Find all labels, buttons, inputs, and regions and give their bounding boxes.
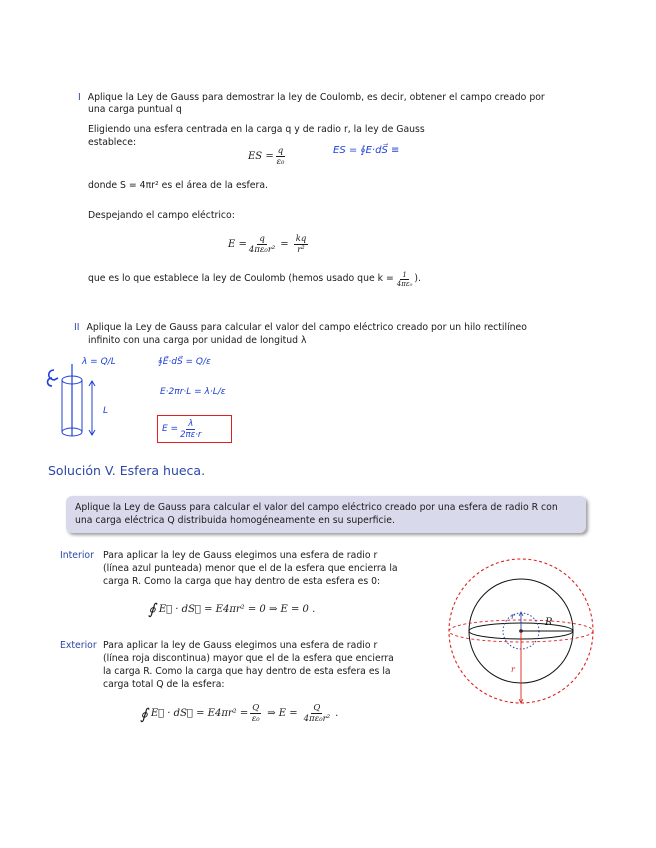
item1-statement	[78, 92, 545, 105]
section-title: Solución V. Esfera hueca.	[48, 463, 206, 478]
item2-statement-line1: Aplique la Ley de Gauss para calcular el valor del campo eléctrico creado por un hilo rectilíneo	[86, 322, 527, 333]
problem-line2: una carga eléctrica Q distribuida homogéneamente en su superficie.	[75, 514, 395, 526]
label-r-outer: r	[511, 665, 515, 674]
hw-result-box: E = $\frac{\lambda}{2\pi\varepsilon\cdot r}$	[157, 415, 232, 443]
item1-body-line1: Eligiendo una esfera centrada en la carga q y de radio r, la ley de Gauss	[88, 124, 425, 135]
label-r-inner: r	[511, 612, 515, 621]
hw-gauss-law: ∮E⃗·dS⃗ = Q/ε	[158, 357, 211, 367]
hw-gauss-step: E·2πr·L = λ·L/ε	[160, 387, 226, 397]
problem-line1: Aplique la Ley de Gauss para calcular el valor del campo eléctrico creado por una esfera de radio R con	[75, 502, 558, 513]
interior-line2: (línea azul punteada) menor que el de la esfera que encierra la	[103, 563, 398, 574]
equation-es: ES = $\frac{q}{\text{ε₀}}$	[248, 146, 285, 167]
item2-statement	[74, 322, 527, 335]
item1-statement-line1: Aplique la Ley de Gauss para demostrar la ley de Coulomb, es decir, obtener el campo creado por	[87, 92, 545, 103]
hw-lambda-def: λ = Q/L	[82, 357, 116, 367]
despejando-text: Despejando el campo eléctrico:	[88, 210, 235, 221]
item2-marker: II	[74, 322, 80, 333]
interior-label: Interior	[60, 550, 94, 561]
item2-statement-line2: infinito con una carga por unidad de longitud λ	[88, 335, 307, 346]
equation-coulomb: E = $\frac{q}{\text{4πε₀r²}}$ = $\frac{kq}{\text{r²}}$	[228, 234, 307, 255]
hw-wire-cylinder-sketch	[44, 356, 109, 438]
surface-definition: donde S = 4πr² es el área de la esfera.	[88, 180, 268, 191]
item1-body-line2: establece:	[88, 137, 137, 148]
hw-length-label: L	[103, 406, 109, 416]
handwritten-gauss-note: ES = ∮E·dS⃗ ≡	[333, 145, 400, 156]
exterior-line4: carga total Q de la esfera:	[103, 679, 225, 690]
exterior-line2: (línea roja discontinua) mayor que el de la esfera que encierra	[103, 653, 394, 664]
exterior-label: Exterior	[60, 640, 97, 651]
interior-line3: carga R. Como la carga que hay dentro de esta esfera es 0:	[103, 576, 381, 587]
exterior-line1: Para aplicar la ley de Gauss elegimos una esfera de radio r	[103, 640, 378, 651]
exterior-line3: la carga R. Como la carga que hay dentro de esta esfera es la	[103, 666, 391, 677]
exterior-equation: ∮ E⃗ · dS⃗ = E4πr² = $\frac{Q}{\text{ε₀}}$ ⇒ E = $\frac{Q}{\text{4πε₀r²}}$ .	[140, 703, 339, 724]
interior-equation: ∮ E⃗ · dS⃗ = E4πr² = 0 ⇒ E = 0 .	[148, 600, 316, 618]
item1-statement-line2: una carga puntual q	[88, 104, 182, 115]
interior-line1: Para aplicar la ley de Gauss elegimos una esfera de radio r	[103, 550, 378, 561]
item1-marker: I	[78, 92, 81, 103]
problem-box	[66, 496, 586, 533]
item1-conclusion: que es lo que establece la ley de Coulomb (hemos usado que k = $\frac{1}{\text{4πε₀}}$ ).	[88, 271, 421, 288]
label-R: R	[545, 617, 553, 628]
hollow-sphere-figure	[442, 548, 600, 714]
